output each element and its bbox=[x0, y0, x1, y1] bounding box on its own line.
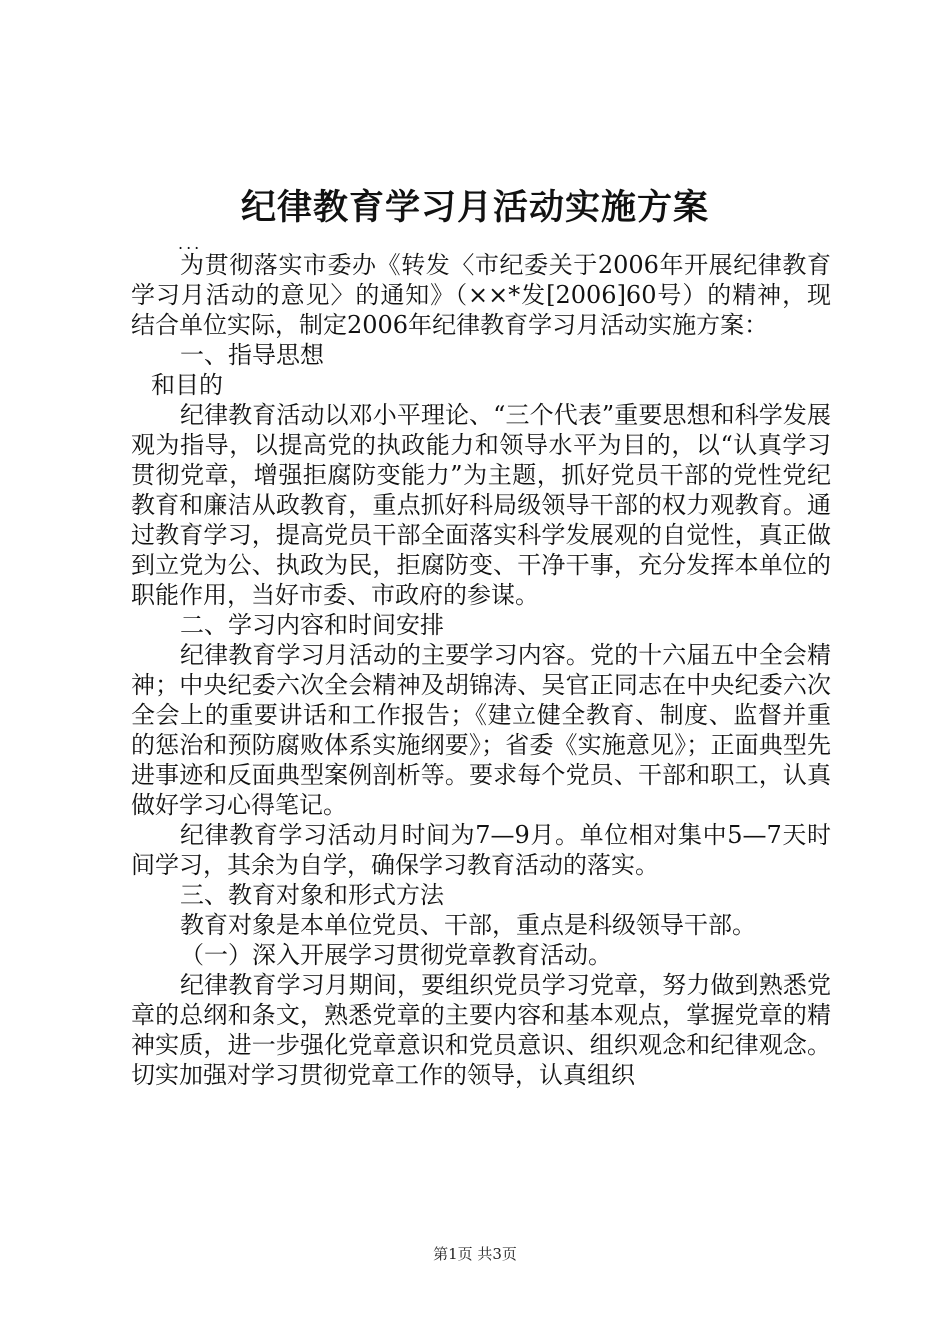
heading-content-schedule: 二、学习内容和时间安排 bbox=[180, 611, 444, 639]
paragraph-schedule: 纪律教育学习活动月时间为7—9月。单位相对集中5—7天时间学习，其余为自学，确保学习教育活动的落实。 bbox=[131, 821, 831, 879]
paragraph-guiding-thought: 纪律教育活动以邓小平理论、“三个代表”重要思想和科学发展观为指导，以提高党的执政能力和领导水平为目的，以“认真学习贯彻党章，增强拒腐防变能力”为主题，抓好党员干部的党性党纪教育和廉洁从政教育，重点抓好科局级领导干部的权力观教育。通过教育学习，提高党员干部全面落实科学发展观的自觉性，真正做到立党为公、执政为民，拒腐防变、干净干事，充分发挥本单位的职能作用，当好市委、市政府的参谋。 bbox=[131, 401, 831, 609]
paragraph-intro: 为贯彻落实市委办《转发〈市纪委关于2006年开展纪律教育学习月活动的意见〉的通知》（××*发[2006]60号）的精神，现结合单位实际，制定2006年纪律教育学习月活动实施方案： bbox=[131, 251, 831, 339]
page-number-footer: 第1页 共3页 bbox=[433, 1245, 517, 1263]
paragraph-targets: 教育对象是本单位党员、干部，重点是科级领导干部。 bbox=[180, 911, 756, 939]
paragraph-party-constitution: 纪律教育学习月期间，要组织党员学习党章，努力做到熟悉党章的总纲和条文，熟悉党章的主要内容和基本观点，掌握党章的精神实质，进一步强化党章意识和党员意识、组织观念和纪律观念。切实加强对学习贯彻党章工作的领导，认真组织 bbox=[131, 971, 831, 1089]
heading-guiding-thought-cont: 和目的 bbox=[151, 371, 223, 399]
subheading-party-constitution: （一）深入开展学习贯彻党章教育活动。 bbox=[180, 941, 612, 969]
heading-targets-methods: 三、教育对象和形式方法 bbox=[180, 881, 444, 909]
ellipsis-marker: ... bbox=[178, 234, 203, 253]
heading-guiding-thought: 一、指导思想 bbox=[180, 341, 324, 369]
document-title: 纪律教育学习月活动实施方案 bbox=[240, 187, 709, 228]
document-body bbox=[131, 234, 831, 1090]
paragraph-content: 纪律教育学习月活动的主要学习内容。党的十六届五中全会精神；中央纪委六次全会精神及胡锦涛、吴官正同志在中央纪委六次全会上的重要讲话和工作报告；《建立健全教育、制度、监督并重的惩治和预防腐败体系实施纲要》；省委《实施意见》；正面典型先进事迹和反面典型案例剖析等。要求每个党员、干部和职工，认真做好学习心得笔记。 bbox=[131, 641, 831, 819]
